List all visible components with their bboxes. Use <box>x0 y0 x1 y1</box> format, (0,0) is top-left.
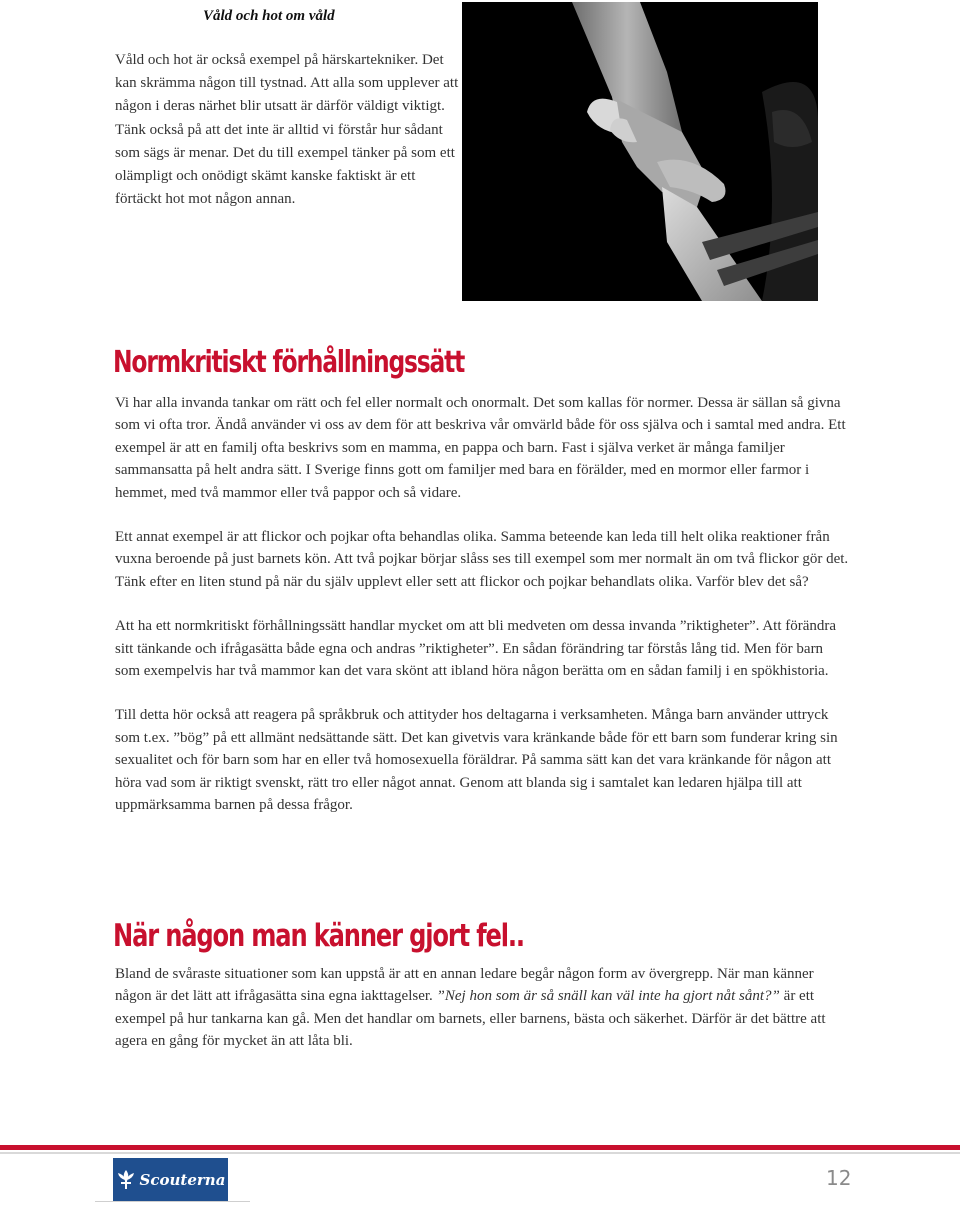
norm-critical-section <box>115 392 850 839</box>
fleur-de-lis-icon <box>116 1169 136 1191</box>
paragraph: Till detta hör också att reagera på språkbruk och attityder hos deltagarna i verksamheten. Många barn använder uttryck som t.ex. ”bög” på ett allmänt nedsättande sätt. Det kan givetvis vara kränkande både för ett barn som funderar kring sin sexualitet och för barn som har en eller två homosexuella föräldrar. På samma sätt kan det vara kränkande för någon att höra vad som är riktigt svenskt, rätt tro eller något annat. Genom att blanda sig i samtalet kan ledaren hjälpa till att uppmärksamma barnen på dessa frågor. <box>115 707 838 814</box>
footer-rule-secondary <box>0 1152 960 1154</box>
logo-wordmark: Scouterna <box>139 1171 226 1189</box>
footer-rule <box>0 1145 960 1150</box>
paragraph <box>115 963 850 1053</box>
paragraph: Ett annat exempel är att flickor och pojkar ofta behandlas olika. Samma beteende kan leda till helt olika reaktioner från vuxna beroende på just barnets kön. Att två pojkar börjar slåss ses till exempel som mer normalt än om två flickor gör det. Tänk efter en liten stund på när du själv upplevt eller sett att flickor och pojkar behandlats olika. Varför blev det så? <box>115 529 849 590</box>
text-run: är ett exempel på hur tankarna kan gå. Men det handlar om barnets, eller barnens, bästa och säkerhet. Därför är det bättre att agera en gång för mycket än att låta bli. <box>115 988 826 1050</box>
paragraph: Att ha ett normkritiskt förhållningssätt handlar mycket om att bli medveten om dessa invanda ”riktigheter”. Att förändra sitt tänkande och ifrågasätta både egna och andras ”riktigheter”. En sådan förändring tar förstås lång tid. Men för barn som exempelvis har två mammor kan det vara skönt att ibland höra någon berätta om en sådan familj i en spökhistoria. <box>115 618 837 680</box>
heading-norm-critical: Normkritiskt förhållningssätt <box>113 345 465 380</box>
paragraph: Vi har alla invanda tankar om rätt och fel eller normalt och onormalt. Det som kallas för normer. Dessa är sällan så givna som vi ofta tror. Ändå använder vi oss av dem för att beskriva vår omvärld både för oss själva och i samtal med andra. Ett exempel är att en familj ofta beskrivs som en mamma, en pappa och barn. Fast i själva verket är många familjer sammansatta på helt andra sätt. I Sverige finns gott om familjer med bara en förälder, med en mormor eller farmor i hemmet, med två mammor eller två pappor och så vidare. <box>115 395 846 501</box>
scouterna-logo <box>113 1158 228 1202</box>
someone-you-know-section <box>115 963 850 1075</box>
quote-italic: ”Nej hon som är så snäll kan väl inte ha gjort nåt sånt?” <box>436 988 780 1005</box>
intro-paragraph: Våld och hot är också exempel på härskartekniker. Det kan skrämma någon till tystnad. Att alla som upplever att någon i deras närhet blir utsatt är därför väldigt viktigt. Tänk också på att det inte är alltid vi förstår hur sådant som sägs är menar. Det du till exempel tänker på som ett olämpligt och onödigt skämt kanske faktiskt är ett förtäckt hot mot någon annan. <box>115 52 459 208</box>
section-title-violence: Våld och hot om våld <box>203 8 335 24</box>
logo-underline <box>95 1201 250 1202</box>
hands-illustration <box>462 2 818 301</box>
heading-someone-you-know: När någon man känner gjort fel.. <box>113 918 524 954</box>
text-run: Bland de svåraste situationer som kan uppstå är att en annan ledare begår någon form av övergrepp. När man känner någon är det lätt att ifrågasätta sina egna iakttagelser. <box>115 966 814 1005</box>
hands-photo <box>462 2 818 301</box>
page-number: 12 <box>826 1166 852 1190</box>
